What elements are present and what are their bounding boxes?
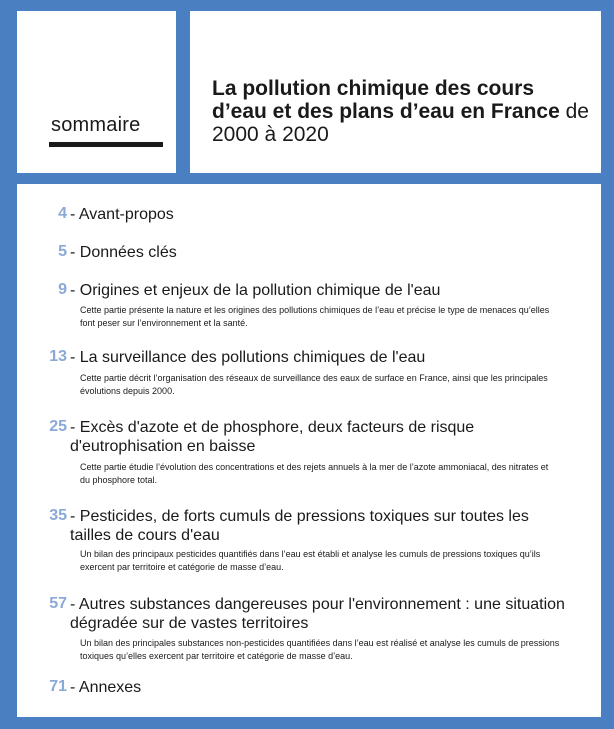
toc-entry-description: Cette partie présente la nature et les origines des pollutions chimiques de l’eau et précise le type de menaces qu’elles font peser sur l’environnement et la santé. <box>80 305 550 328</box>
toc-page-number: 57 <box>49 595 67 612</box>
toc-entry-description: Un bilan des principales substances non-pesticides quantifiées dans l’eau est réalisé et analyse les cumuls de pressions toxiques qu’elles exercent par territoire et catégorie de masse d’eau. <box>80 638 560 661</box>
toc-entry-description: Cette partie décrit l’organisation des réseaux de surveillance des eaux de surface en France, ainsi que les principales évolutions depuis 2000. <box>80 373 548 396</box>
title-panel <box>190 11 601 173</box>
toc-entry-title[interactable]: - Avant-propos <box>70 206 174 223</box>
document-title-main: La pollution chimique des cours d’eau et des plans d’eau en France <box>212 77 560 123</box>
toc-entry-title[interactable]: - Données clés <box>70 244 177 261</box>
toc-entry-description: Cette partie étudie l’évolution des concentrations et des rejets annuels à la mer de l’azote ammoniacal, des nitrates et du phosphore total. <box>80 462 549 485</box>
toc-entry-description: Un bilan des principaux pesticides quantifiés dans l’eau est établi et analyse les cumuls de pressions toxiques qu’ils exercent par territoire et catégorie de masse d’eau. <box>80 549 541 572</box>
toc-page-number: 35 <box>49 507 67 524</box>
toc-page-number: 4 <box>58 205 67 222</box>
toc-page-number: 71 <box>49 678 67 695</box>
table-of-contents <box>17 184 601 717</box>
toc-page-number: 9 <box>58 281 67 298</box>
sommaire-underline <box>49 142 163 147</box>
toc-page-number: 13 <box>49 348 67 365</box>
toc-entry-title[interactable]: - Pesticides, de forts cumuls de pressions toxiques sur toutes les tailles de cours d'eau <box>70 508 529 544</box>
sommaire-label: sommaire <box>51 114 141 136</box>
toc-entry-title[interactable]: - La surveillance des pollutions chimiques de l'eau <box>70 349 426 366</box>
toc-page-number: 25 <box>49 418 67 435</box>
toc-page-number: 5 <box>58 243 67 260</box>
document-title-period: de 2000 à 2020 <box>212 100 589 146</box>
toc-entry-title[interactable]: - Autres substances dangereuses pour l'environnement : une situation dégradée sur de vastes territoires <box>70 596 565 632</box>
toc-entry-title[interactable]: - Origines et enjeux de la pollution chimique de l'eau <box>70 282 441 299</box>
document-title <box>212 77 592 146</box>
toc-entry-title[interactable]: - Excès d'azote et de phosphore, deux facteurs de risque d'eutrophisation en baisse <box>70 419 475 455</box>
toc-entry-title[interactable]: - Annexes <box>70 679 142 696</box>
sommaire-panel <box>17 11 176 173</box>
